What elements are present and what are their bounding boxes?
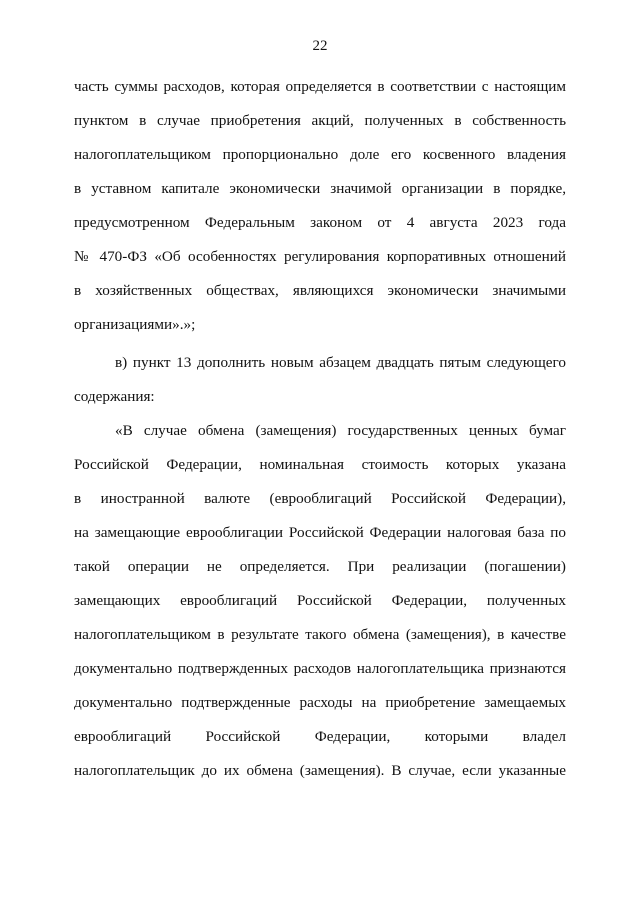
text-line: в уставном капитале экономически значимой организации в порядке, — [74, 180, 566, 197]
paragraph-2 — [74, 346, 566, 414]
text-line: налогоплательщиком пропорционально доле его косвенного владения — [74, 146, 566, 163]
text-line: налогоплательщиком в результате такого обмена (замещения), в качестве — [74, 626, 566, 643]
text-line: в хозяйственных обществах, являющихся экономически значимыми — [74, 282, 566, 299]
text-line: содержания: — [74, 388, 155, 405]
text-line: часть суммы расходов, которая определяется в соответствии с настоящим — [74, 78, 566, 95]
text-line: еврооблигаций Российской Федерации, которыми владел — [74, 728, 566, 745]
text-line: в) пункт 13 дополнить новым абзацем двадцать пятым следующего — [115, 354, 566, 371]
text-line: налогоплательщик до их обмена (замещения). В случае, если указанные — [74, 762, 566, 779]
text-line: такой операции не определяется. При реализации (погашении) — [74, 558, 566, 575]
text-line: документально подтвержденные расходы на приобретение замещаемых — [74, 694, 566, 711]
text-line: на замещающие еврооблигации Российской Федерации налоговая база по — [74, 524, 566, 541]
text-line: № 470-ФЗ «Об особенностях регулирования корпоративных отношений — [74, 248, 566, 265]
text-line: пунктом в случае приобретения акций, полученных в собственность — [74, 112, 566, 129]
text-line: «В случае обмена (замещения) государственных ценных бумаг — [115, 422, 566, 439]
text-line: Российской Федерации, номинальная стоимость которых указана — [74, 456, 566, 473]
text-line: организациями».»; — [74, 316, 196, 333]
page-number: 22 — [312, 38, 328, 54]
text-line: документально подтвержденных расходов налогоплательщика признаются — [74, 660, 566, 677]
text-line: предусмотренном Федеральным законом от 4 августа 2023 года — [74, 214, 566, 231]
paragraph-1 — [74, 70, 566, 342]
paragraph-3 — [74, 414, 566, 788]
text-line: в иностранной валюте (еврооблигаций Российской Федерации), — [74, 490, 566, 507]
text-line: замещающих еврооблигаций Российской Федерации, полученных — [74, 592, 566, 609]
